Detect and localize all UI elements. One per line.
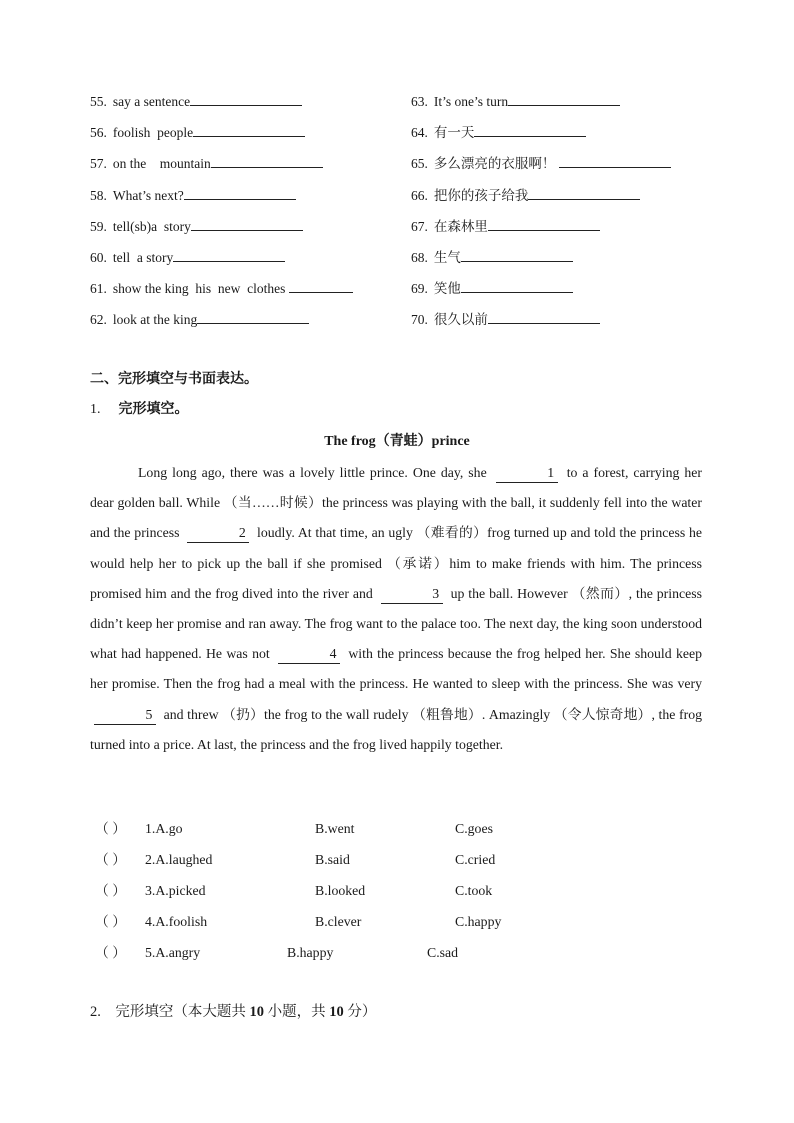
cloze-blank-3[interactable]: 3 [381,585,443,604]
section-heading: 二、完形填空与书面表达。 [90,372,258,387]
vocabulary-list [90,90,730,340]
answer-blank[interactable] [474,121,586,137]
vocab-phrase: 多么漂亮的衣服啊！ [433,156,559,172]
option-c: C.took [455,883,493,898]
vocab-number: 57. [90,156,107,172]
answer-blank[interactable] [488,308,600,324]
vocab-number: 60. [90,249,107,265]
vocab-number: 56. [90,125,107,141]
vocab-item [411,277,573,300]
vocab-phrase: 把你的孩子给我 [433,187,529,203]
vocab-row [90,246,730,277]
part2-number: 2. [90,1004,101,1020]
vocab-item [90,215,303,238]
passage-text: and threw （扔）the frog to the wall rudely （粗鲁地）. Amazingly （令人惊奇地）, the frog turned into a price. At last, the princess and the frog lived happily together. [90,706,702,752]
vocab-row [90,121,730,152]
vocab-phrase: tell a story [112,249,174,265]
option-c: C.cried [455,852,496,867]
part2-score: 10 [329,1004,344,1020]
vocab-item [90,184,296,207]
vocab-phrase: tell(sb)a story [112,218,191,234]
vocab-phrase: say a sentence [112,94,191,109]
option-c: C.sad [427,945,459,960]
answer-paren[interactable]: （ ） [95,821,127,836]
answer-blank[interactable] [461,277,573,293]
option-c: C.happy [455,914,502,929]
vocab-item [90,246,285,269]
vocab-phrase: foolish people [112,125,194,141]
part2-count: 10 [249,1004,264,1020]
vocab-number: 63. [411,94,428,109]
passage-text: with the princess because the frog helped her. She should keep her promise. Then the frog had a meal with the princess. He wanted to sleep with the princess. She was very [90,646,703,692]
option-b: B.looked [315,883,366,898]
part1-label: 完形填空。 [118,402,189,417]
question-row [95,911,715,933]
vocab-row [90,184,730,215]
option-b: B.said [315,852,350,867]
option-a: 4.A.foolish [145,914,208,929]
answer-blank[interactable] [559,152,671,168]
answer-blank[interactable] [184,184,296,200]
vocab-phrase: 很久以前 [433,312,488,328]
vocab-phrase: What’s next? [112,187,184,203]
answer-paren[interactable]: （ ） [95,914,127,929]
cloze-passage [90,458,702,760]
option-b: B.clever [315,914,362,929]
answer-paren[interactable]: （ ） [95,883,127,898]
vocab-number: 55. [90,94,107,109]
option-c: C.goes [455,821,493,836]
cloze-blank-4[interactable]: 4 [278,645,340,664]
vocab-item [90,277,353,300]
vocab-phrase: 生气 [433,249,461,265]
vocab-item [411,121,586,144]
answer-paren[interactable]: （ ） [95,852,127,867]
answer-blank[interactable] [528,184,640,200]
answer-blank[interactable] [191,215,303,231]
vocab-number: 62. [90,312,107,328]
vocab-number: 70. [411,312,428,328]
part1-number: 1. [90,402,101,417]
passage-text: to a forest, carrying her dear golden ball. While （当……时候）the princess was playing with the ball, it suddenly fell into the water and the princess [90,465,702,541]
vocab-item [411,90,620,113]
vocab-row [90,277,730,308]
option-a: 1.A.go [145,821,183,836]
option-a: 3.A.picked [145,883,206,898]
question-row [95,849,715,871]
part2-text: 完形填空（本大题共 [115,1004,250,1020]
vocab-number: 64. [411,125,428,141]
answer-blank[interactable] [190,90,302,106]
vocab-number: 66. [411,187,428,203]
answer-blank[interactable] [461,246,573,262]
vocab-phrase: 有一天 [433,125,475,141]
vocab-phrase: 笑他 [433,281,461,297]
vocab-phrase: 在森林里 [433,218,488,234]
answer-blank[interactable] [193,121,305,137]
part2-heading [90,1000,376,1021]
vocab-row [90,215,730,246]
vocab-item [90,121,305,144]
vocab-item [411,215,600,238]
answer-blank[interactable] [211,152,323,168]
cloze-blank-5[interactable]: 5 [94,706,156,725]
passage-title: The frog（青蛙）prince [324,434,470,449]
answer-blank[interactable] [488,215,600,231]
answer-blank[interactable] [508,90,620,106]
cloze-blank-2[interactable]: 2 [187,524,249,543]
part2-text: 分） [343,1004,377,1020]
vocab-phrase: look at the king [112,312,198,328]
vocab-number: 67. [411,218,428,234]
vocab-item [90,152,323,175]
question-row [95,942,715,964]
option-a: 5.A.angry [145,945,201,960]
vocab-item [411,152,671,175]
option-b: B.went [315,821,355,836]
option-b: B.happy [287,945,334,960]
vocab-number: 65. [411,156,428,172]
vocab-item [90,308,309,331]
vocab-number: 61. [90,281,107,297]
vocab-item [411,308,600,331]
vocab-phrase: show the king his new clothes [112,281,289,297]
passage-text: up the ball. However （然而）, the princess didn’t keep her promise and ran away. The frog want to the palace too. The next day, the king soon understood what had happened. He was not [90,585,702,662]
passage-text: Long long ago, there was a lovely little prince. One day, she [138,465,492,480]
vocab-number: 68. [411,249,428,265]
answer-blank[interactable] [197,308,309,324]
vocab-phrase: It’s one’s turn [433,94,509,109]
vocab-row [90,152,730,183]
answer-paren[interactable]: （ ） [95,945,127,960]
vocab-item [411,246,573,269]
vocab-row [90,308,730,339]
vocab-row [90,90,730,121]
part2-text: 小题，共 [264,1004,330,1020]
answer-blank[interactable] [173,246,285,262]
question-row [95,818,715,840]
vocab-number: 58. [90,187,107,203]
vocab-item [411,184,640,207]
part1-heading [90,398,189,418]
vocab-phrase: on the mountain [112,156,211,172]
passage-text: loudly. At that time, an ugly （难看的）frog turned up and told the princess he would help her to pick up the ball if she promised （承诺）him to make friends with him. The princess promised him and the frog dived into the river and [90,525,702,601]
vocab-number: 69. [411,281,428,297]
vocab-item [90,90,302,113]
question-row [95,880,715,902]
answer-blank[interactable] [289,277,353,293]
cloze-blank-1[interactable]: 1 [496,464,558,483]
vocab-number: 59. [90,218,107,234]
option-a: 2.A.laughed [145,852,213,867]
